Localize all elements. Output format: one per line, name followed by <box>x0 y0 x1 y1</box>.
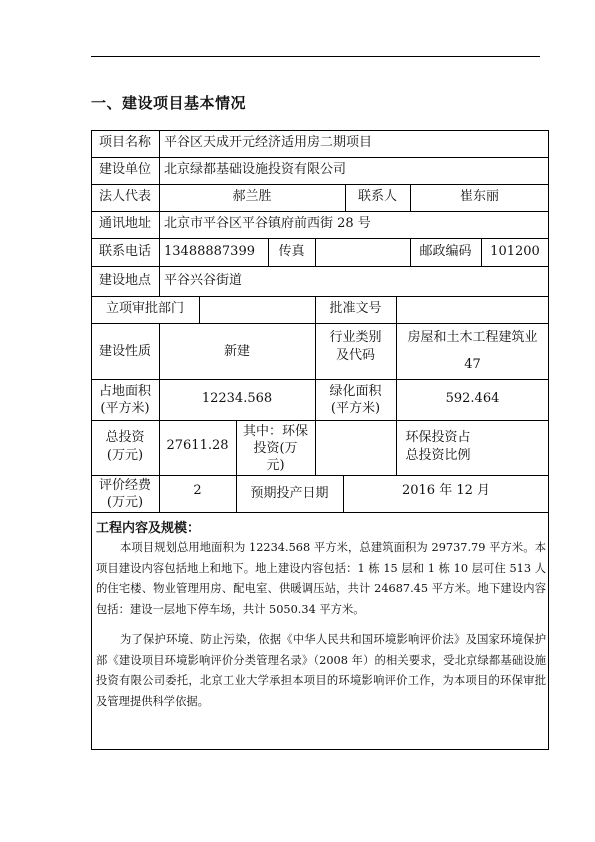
content-paragraph-2: 为了保护环境、防止污染，依据《中华人民共和国环境影响评价法》及国家环境保护部《建设项目环境影响评价分类管理名录》（2008 年）的相关要求，受北京绿都基础设施投资有限公司委托，北京工业大学承担本项目的环境影响评价工作，为本项目的环保审批及管理提供科学依据。 <box>96 633 546 708</box>
env-ratio-label-line2: 总投资比例 <box>405 448 471 463</box>
nature-value: 新建 <box>223 344 250 359</box>
eval-fee-label-line2: (万元) <box>106 495 144 510</box>
approval-dept-label: 立项审批部门 <box>105 301 184 316</box>
eval-fee-value: 2 <box>193 483 202 498</box>
industry-value-line1: 房屋和土木工程建筑业 <box>407 330 538 345</box>
table-row-divider <box>91 296 549 297</box>
table-col-divider <box>315 420 316 475</box>
industry-label-line2: 及代码 <box>335 348 375 363</box>
total-invest-label-line2: (万元) <box>106 448 144 463</box>
fax-label: 传真 <box>278 244 305 259</box>
postcode-label: 邮政编码 <box>419 244 472 259</box>
total-invest-label-line1: 总投资 <box>105 430 145 445</box>
builder-value: 北京绿都基础设施投资有限公司 <box>164 162 347 177</box>
expected-date-label: 预期投产日期 <box>250 486 329 501</box>
eval-fee-label-line1: 评价经费 <box>98 478 151 493</box>
phone-value: 13488887399 <box>164 244 255 259</box>
project-name-label: 项目名称 <box>98 135 151 150</box>
header-rule <box>91 56 540 57</box>
land-area-label-line2: (平方米) <box>100 401 150 416</box>
nature-label: 建设性质 <box>98 344 151 359</box>
address-value: 北京市平谷区平谷镇府前西街 28 号 <box>164 216 371 231</box>
table-col-divider <box>396 296 397 323</box>
contact-value: 崔东丽 <box>459 189 499 204</box>
table-col-divider <box>159 238 160 296</box>
contact-label: 联系人 <box>357 189 397 204</box>
env-ratio-label-line1: 环保投资占 <box>405 430 471 445</box>
total-invest-value: 27611.28 <box>166 438 229 453</box>
content-title: 工程内容及规模： <box>96 521 201 536</box>
builder-label: 建设单位 <box>98 162 151 177</box>
land-area-label-line1: 占地面积 <box>98 384 151 399</box>
phone-label: 联系电话 <box>98 244 151 259</box>
table-col-divider <box>159 130 160 238</box>
env-invest-label-line3: 元) <box>266 458 285 473</box>
site-value: 平谷兴谷街道 <box>164 273 243 288</box>
address-label: 通讯地址 <box>98 216 151 231</box>
env-invest-label-line2: 投资(万 <box>253 441 298 456</box>
content-paragraph-1: 本项目规划总用地面积为 12234.568 平方米，总建筑面积为 29737.79 平方米。本项目建设内容包括地上和地下。地上建设内容包括：1 栋 15 层和 1 栋 10 层可住 513 人的住宅楼、物业管理用房、配电室、供暖调压站，共计 24687.45 平方米。地下建设内容包括：建设一层地下停车场，共计 5050.34 平方米。 <box>96 541 546 616</box>
project-name-value: 平谷区天成开元经济适用房二期项目 <box>164 135 373 150</box>
industry-label-line1: 行业类别 <box>329 330 382 345</box>
legal-rep-label: 法人代表 <box>98 189 151 204</box>
site-label: 建设地点 <box>98 273 151 288</box>
expected-date-value: 2016 年 12 月 <box>401 483 491 498</box>
postcode-value: 101200 <box>490 244 540 259</box>
table-col-divider <box>315 238 316 266</box>
table-row-divider <box>91 512 549 513</box>
green-area-label-line2: (平方米) <box>330 401 381 416</box>
approval-doc-label: 批准文号 <box>329 301 382 316</box>
green-area-value: 592.464 <box>445 391 500 406</box>
section-heading: 一、建设项目基本情况 <box>91 94 247 112</box>
industry-value-line2: 47 <box>464 357 481 372</box>
table-col-divider <box>199 296 200 323</box>
env-invest-label-line1: 其中：环保 <box>242 424 308 439</box>
legal-rep-value: 郝兰胜 <box>232 189 272 204</box>
land-area-value: 12234.568 <box>201 391 273 406</box>
green-area-label-line1: 绿化面积 <box>329 384 382 399</box>
